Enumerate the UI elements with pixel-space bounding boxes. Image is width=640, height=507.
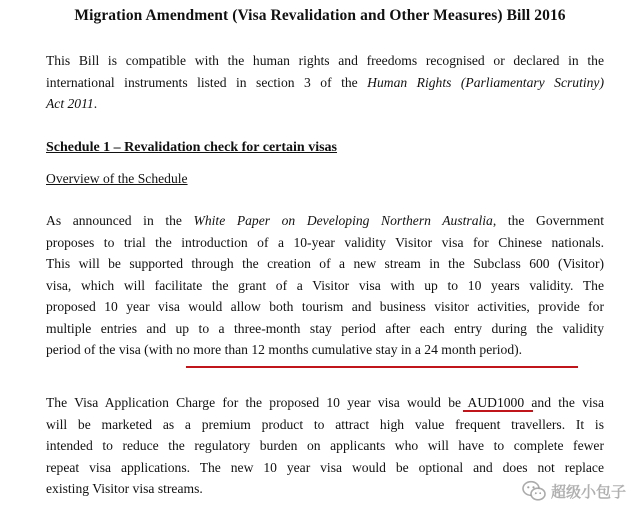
- para2-line-3: intended to reduce the regulatory burden on applicants who will have to complete fewer: [46, 438, 604, 453]
- para1-line-1: [46, 210, 604, 232]
- intro-line-1: This Bill is compatible with the human rights and freedoms recognised or declared in the: [46, 53, 604, 68]
- para1-line-1-start: As announced in the: [46, 213, 194, 228]
- watermark-text: 超级小包子: [550, 482, 626, 501]
- para1-line-7: [46, 339, 604, 361]
- intro-line-3: [46, 93, 604, 115]
- bill-title: Migration Amendment (Visa Revalidation and Other Measures) Bill 2016: [74, 7, 566, 24]
- compatibility-statement: [46, 50, 604, 115]
- white-paper-italic: White Paper on Developing Northern Australia: [193, 213, 493, 228]
- para1-line-1-end: , the Government: [492, 213, 604, 228]
- para2-line-5: existing Visitor visa streams.: [46, 481, 203, 496]
- cumulative-stay-highlight: with no more than 12 months cumulative stay in a 24 month period: [148, 342, 515, 357]
- act-name-italic: Human Rights (Parliamentary Scrutiny): [367, 74, 604, 90]
- para2-line-1-start: The Visa Application Charge for the proposed 10 year visa would be: [46, 395, 468, 410]
- para2-line-1-end: and the visa: [524, 395, 604, 410]
- overview-heading: Overview of the Schedule: [46, 171, 188, 186]
- para1-line-4: visa, which will facilitate the grant of a Visitor visa with up to 10 years validity. The: [46, 277, 604, 293]
- para1-line-7-start: period of the visa (: [46, 342, 149, 357]
- intro-line-2-text: international instruments listed in section 3 of the: [46, 74, 368, 90]
- wechat-icon: [522, 480, 546, 502]
- para2-line-2: will be marketed as a premium product to attract high value frequent travellers. It is: [46, 416, 604, 432]
- para1-line-3: This will be supported through the creation of a new stream in the Subclass 600 (Visitor): [46, 256, 604, 271]
- charge-amount-underline: [463, 410, 533, 412]
- para1-line-2: proposes to trial the introduction of a 10-year validity Visitor visa for Chinese nationals.: [46, 234, 604, 250]
- overview-paragraph: [46, 210, 604, 361]
- intro-line-2: [46, 72, 604, 94]
- stay-limit-underline: [186, 366, 578, 368]
- para1-line-7-end: ).: [514, 342, 523, 357]
- schedule-heading: Schedule 1 – Revalidation check for certain visas: [46, 140, 338, 155]
- para1-line-6: multiple entries and up to a three-month stay period after each entry during the validity: [46, 320, 604, 336]
- act-year-italic: Act 2011: [46, 96, 94, 111]
- para1-line-5: proposed 10 year visa would allow both tourism and business visitor activities, provide for: [46, 299, 604, 314]
- intro-line-3-end: .: [93, 96, 98, 111]
- para2-line-4: repeat visa applications. The new 10 year visa would be optional and does not replace: [46, 459, 604, 475]
- visa-charge-amount: AUD1000: [467, 395, 525, 410]
- watermark: [522, 479, 626, 503]
- charge-paragraph: [46, 392, 604, 500]
